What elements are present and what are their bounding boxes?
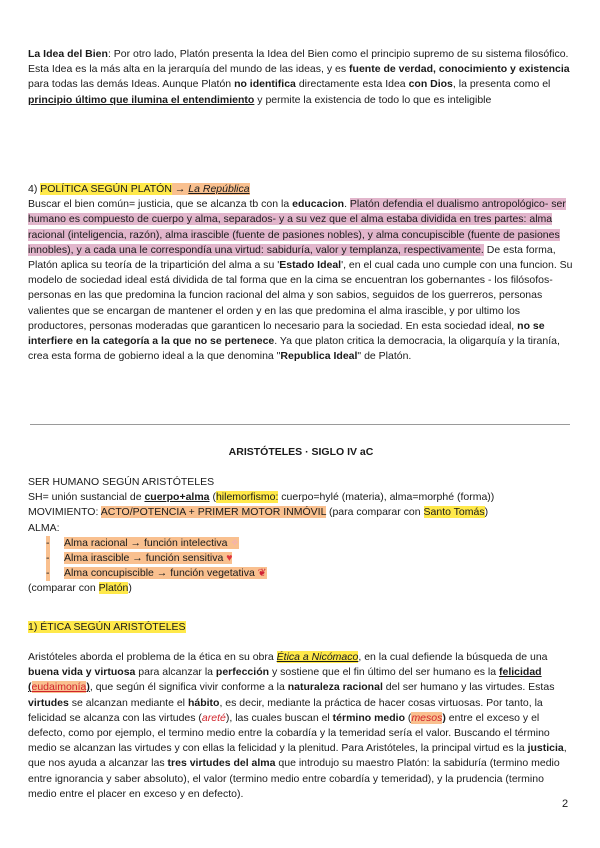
idea-del-bien-paragraph: La Idea del Bien: Por otro lado, Platón presenta la Idea del Bien como el principio supremo de su sistema filosófico. Esta Idea es la más alta en la jerarquía del mundo de las ideas, y es fuente de verdad, conocimiento y existencia para todas las demás Ideas. Aunque Platón no identifica directamente esta Idea con Dios, la presenta como el principio último que ilumina el entendimiento y permite la existencia de todo lo que es inteligible xyxy=(28,48,570,106)
ser-humano-line: SH= unión sustancial de cuerpo+alma (hilemorfismo: cuerpo=hylé (materia), alma=morphé (forma)) xyxy=(28,491,495,504)
etica-paragraph: Aristóteles aborda el problema de la ética en su obra Ética a Nicómaco, en la cual defiende la búsqueda de una buena vida y virtuosa para alcanzar la perfección y sostiene que el fin último del ser humano es la felicidad (eudaimonía), que según él significa vivir conforme a la naturaleza racional del ser humano y las virtudes. Estas virtudes se alcanzan mediante el hábito, es decir, mediante la práctica de hacer cosas virtuosas. Por tanto, la felicidad se alcanza con las virtudes (areté), las cuales buscan el término medio (mesos) entre el exceso y el defecto, como por ejemplo, el termino medio entre la cobardía y la temeridad sería el valor. Buscando el término medio se alcanzan las virtudes y con ellas la felicidad y la plenitud. Para Aristóteles, la principal virtud es la justicia, que nos ayuda a alcanzar las tres virtudes del alma que introdujo su maestro Platón: la sabiduría (termino medio entre ignorancia y saber absoluto), el valor (termino medio entre cobardía y temeridad), y la prudencia (termino medio entre el placer en exceso y en defecto). xyxy=(28,651,567,800)
republica-work-title: La República xyxy=(188,183,250,195)
movimiento-line: MOVIMIENTO: ACTO/POTENCIA + PRIMER MOTOR INMÓVIL (para comparar con Santo Tomás) xyxy=(28,506,489,519)
ser-humano-heading: SER HUMANO SEGÚN ARISTÓTELES xyxy=(28,476,215,488)
etica-section xyxy=(28,650,574,802)
alma-label: ALMA: xyxy=(28,521,60,534)
list-item: - Alma racional → función intelectiva ✧ xyxy=(28,536,574,551)
alma-list xyxy=(28,536,574,582)
sparkles-icon: ✧ xyxy=(230,536,240,549)
bien-term: La Idea del Bien xyxy=(28,48,108,60)
aristoteles-title: ARISTÓTELES · SIGLO IV aC xyxy=(228,446,374,458)
politica-heading: 4) POLÍTICA SEGÚN PLATÓN → La República xyxy=(28,183,250,195)
dualismo-highlight: Platón defendia el dualismo antropológico- ser humano es compuesto de cuerpo y alma, separados- y a su vez que el alma estaba dividida en tres partes: alma racional (inteligencia, razón), alma irascible (fuente de pasiones nobles), y alma concupiscible (fuente de pasiones innobles), y a cada una le correspondía una virtud: sabiduría, valor y templanza, respectivamente. xyxy=(28,198,566,256)
politica-paragraph: Buscar el bien común= justicia, que se alcanza tb con la educacion. Platón defendia el dualismo antropológico- ser humano es compuesto de cuerpo y alma, separados- y a su vez que el alma estaba dividida en tres partes: alma racional (inteligencia, razón), alma irascible (fuente de pasiones nobles), y alma concupiscible (fuente de pasiones innobles), y a cada una le correspondía una virtud: sabiduría, valor y templanza, respectivamente. De esta forma, Platón aplica su teoría de la tripartición del alma a su 'Estado Ideal', en el cual cada uno cumple con una funcion. Su modelo de sociedad ideal está dividida de tal forma que en la cima se encuentran los gobernantes - los filósofos- personas en las que predomina la funcion racional del alma y son sabios, seguidos de los guerreros, personas valientes que se encargan de mantener el orden y en las que predomina el alma irascible, y por ultimo los productores, personas moderadas que garanticen lo necesario para la sociedad. En esta sociedad ideal, no se interfiere en la categoría a la que no se pertenece. Ya que platon critica la democracia, la oligarquía y la tiranía, crea esta forma de gobierno ideal a la que denomina "Republica Ideal" de Platón. xyxy=(28,198,573,363)
politica-platon-section xyxy=(28,182,574,364)
list-item: - Alma concupiscible → función vegetativa ❦ xyxy=(28,566,574,581)
etica-heading: 1) ÉTICA SEGÚN ARISTÓTELES xyxy=(28,621,186,633)
list-item: - Alma irascible → función sensitiva ♥ xyxy=(28,551,574,566)
page-number: 2 xyxy=(562,798,569,810)
comparar-platon-line: (comparar con Platón) xyxy=(28,582,132,595)
etica-heading-wrap xyxy=(28,620,574,635)
heart-icon: ♥ xyxy=(226,552,233,565)
section-divider xyxy=(30,424,570,425)
lips-icon: ❦ xyxy=(257,567,267,580)
idea-del-bien-section xyxy=(28,47,574,108)
aristoteles-section xyxy=(28,475,574,597)
